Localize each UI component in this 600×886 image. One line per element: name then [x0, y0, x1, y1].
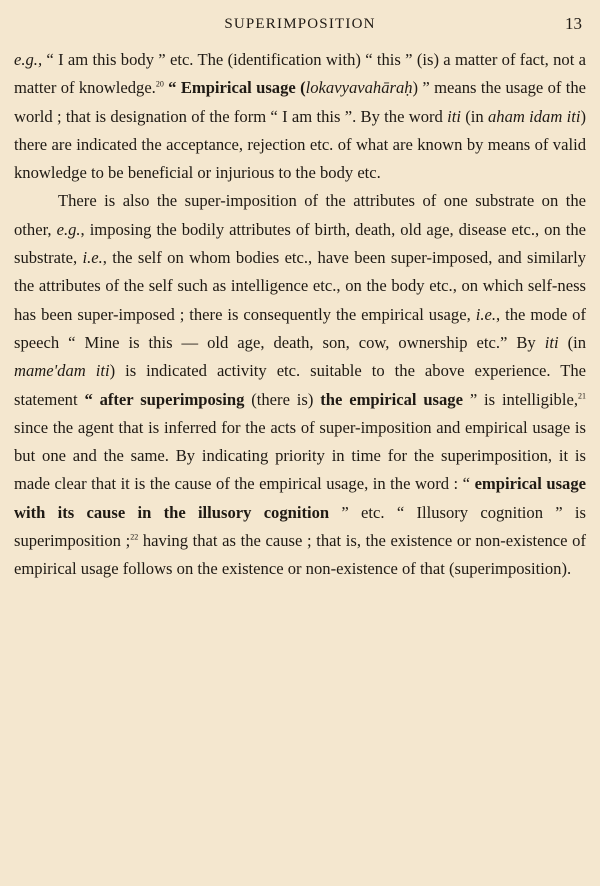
text-span: “ after superimposing [84, 389, 245, 409]
text-span: ” is intelligible, [462, 389, 578, 409]
text-span: ) ” means the usage of the world ; that is designation of the form “ I am this ”. By the word [14, 78, 586, 126]
paragraph-1 [14, 46, 586, 187]
footnote-marker: 20 [155, 79, 164, 89]
text-span: iti [544, 332, 559, 352]
text-span: There is also the super-imposition of the attributes of one substrate on the other, [14, 191, 586, 239]
text-span: ) there are indicated the acceptance, rejection etc. of what are known by means of valid knowledge to be beneficial or injurious to the body etc. [14, 106, 586, 183]
page-header [14, 12, 586, 46]
text-span: lokavyavahāraḥ [305, 78, 413, 98]
text-span: (there is) [244, 389, 321, 409]
text-span: (in [558, 332, 586, 352]
text-span: ) is indicated activity etc. suitable to the above experience. The statement [14, 361, 587, 409]
paragraph-2 [14, 187, 586, 583]
page-number: 13 [565, 14, 582, 33]
text-span: , imposing the bodily attributes of birth, death, old age, disease etc., on the substrate, [14, 219, 586, 268]
text-span: “ Empirical usage ( [163, 78, 306, 98]
text-span: empirical usage with its cause in the illusory cognition [14, 474, 586, 522]
text-span: iti [447, 106, 461, 126]
text-span: i.e. [82, 248, 103, 268]
page-body [14, 46, 586, 584]
text-span: , the mode of speech “ Mine is this — old age, death, son, cow, ownership etc.” By [14, 304, 586, 352]
text-span: having that as the cause ; that is, the existence or non-existence of empirical usage follows on the existence or non-existence of that (superimposition). [14, 531, 586, 579]
running-head: SUPERIMPOSITION [224, 16, 376, 32]
text-span: e.g. [56, 219, 81, 239]
text-span: since the agent that is inferred for the acts of super-imposition and empirical usage is but one and the same. By indicating priority in time for the superimposition, it is made clear that it is the cause of the empirical usage, in the word : “ [14, 417, 586, 494]
text-span: (in [460, 106, 488, 126]
text-span: aham idam iti [487, 106, 581, 126]
text-span: ” etc. “ Illusory cognition ” is superimposition ; [14, 502, 586, 551]
text-span: “ I am this body ” etc. The (identification with) “ this ” (is) a matter of fact, not a matter of knowledge. [14, 50, 586, 98]
footnote-marker: 21 [577, 391, 586, 401]
footnote-marker: 22 [130, 532, 139, 542]
text-span: i.e. [475, 304, 496, 324]
text-span: mame'dam iti [14, 361, 110, 381]
text-span: e.g., [14, 50, 43, 69]
text-span: , the self on whom bodies etc., have been super-imposed, and similarly the attributes of the self such as intelligence etc., on the body etc., on which self-ness has been super-imposed ; there is consequently the empirical usage, [14, 248, 586, 324]
text-span: the empirical usage [320, 389, 463, 409]
